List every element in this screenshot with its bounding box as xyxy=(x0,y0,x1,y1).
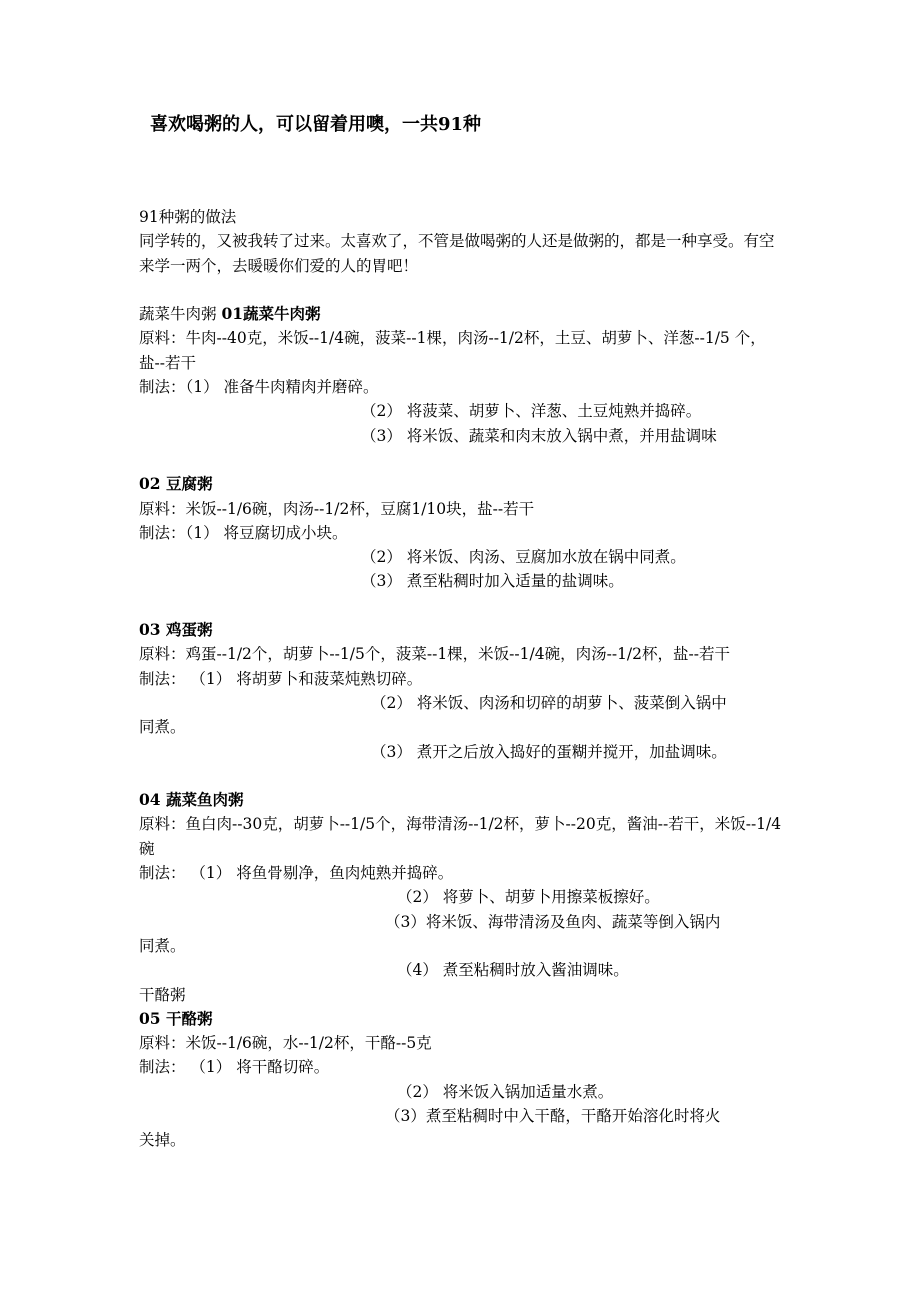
recipe-step-03-3: （3） 煮开之后放入捣好的蛋糊并搅开，加盐调味。 xyxy=(371,742,727,761)
recipe-ingredients-02: 原料：米饭--1/6碗，肉汤--1/2杯，豆腐1/10块，盐--若干 xyxy=(139,499,535,518)
recipe-step-04-1: 制法： （1） 将鱼骨剔净，鱼肉炖熟并捣碎。 xyxy=(139,864,454,883)
recipe-step-05-3b: 关掉。 xyxy=(139,1131,186,1150)
recipe-step-02-1: 制法：（1） 将豆腐切成小块。 xyxy=(139,523,348,542)
document-body xyxy=(139,205,784,1153)
recipe-step-04-4: （4） 煮至粘稠时放入酱油调味。 xyxy=(397,961,629,980)
recipe-title-02: 02 豆腐粥 xyxy=(139,474,213,494)
recipe-step-01-2: （2） 将菠菜、胡萝卜、洋葱、土豆炖熟并捣碎。 xyxy=(361,402,702,421)
recipe-step-05-2: （2） 将米饭入锅加适量水煮。 xyxy=(397,1082,614,1101)
recipe-step-02-3: （3） 煮至粘稠时加入适量的盐调味。 xyxy=(361,572,624,591)
recipe-title-03: 03 鸡蛋粥 xyxy=(139,620,213,640)
page-title: 喜欢喝粥的人，可以留着用噢，一共91种 xyxy=(150,114,482,135)
recipe-title-prefix: 蔬菜牛肉粥 xyxy=(139,305,222,324)
recipe-step-04-2: （2） 将萝卜、胡萝卜用擦菜板擦好。 xyxy=(397,888,660,907)
recipe-name: 01蔬菜牛肉粥 xyxy=(221,304,321,324)
recipe-step-05-1: 制法： （1） 将干酪切碎。 xyxy=(139,1058,330,1077)
recipe-step-03-2b: 同煮。 xyxy=(139,718,186,737)
recipe-ingredients-04: 原料：鱼白肉--30克，胡萝卜--1/5个，海带清汤--1/2杯，萝卜--20克，酱油--若干，米饭--1/4碗 xyxy=(139,815,782,858)
recipe-step-04-3: （3）将米饭、海带清汤及鱼肉、蔬菜等倒入锅内 xyxy=(385,912,721,931)
recipe-step-02-2: （2） 将米饭、肉汤、豆腐加水放在锅中同煮。 xyxy=(361,548,686,567)
recipe-title-01 xyxy=(139,302,784,326)
recipe-title-04: 04 蔬菜鱼肉粥 xyxy=(139,790,244,810)
recipe-title-prefix-05: 干酪粥 xyxy=(139,985,186,1004)
recipe-step-03-1: 制法： （1） 将胡萝卜和菠菜炖熟切碎。 xyxy=(139,669,423,688)
recipe-step-03-2: （2） 将米饭、肉汤和切碎的胡萝卜、菠菜倒入锅中 xyxy=(371,693,727,712)
recipe-step-01-3: （3） 将米饭、蔬菜和肉末放入锅中煮，并用盐调味 xyxy=(361,426,717,445)
recipe-ingredients-03: 原料：鸡蛋--1/2个，胡萝卜--1/5个，菠菜--1棵，米饭--1/4碗，肉汤--1/2杯，盐--若干 xyxy=(139,645,730,664)
recipe-title-05: 05 干酪粥 xyxy=(139,1008,213,1028)
intro-text: 同学转的，又被我转了过来。太喜欢了，不管是做喝粥的人还是做粥的，都是一种享受。有空来学一两个，去暖暖你们爱的人的胃吧！ xyxy=(139,232,775,275)
recipe-step-05-3: （3）煮至粘稠时中入干酪，干酪开始溶化时将火 xyxy=(385,1106,721,1125)
recipe-ingredients-05: 原料：米饭--1/6碗，水--1/2杯，干酪--5克 xyxy=(139,1034,432,1053)
recipe-step-04-3b: 同煮。 xyxy=(139,936,186,955)
recipe-ingredients-01: 原料：牛肉--40克，米饭--1/4碗，菠菜--1棵，肉汤--1/2杯，土豆、胡萝卜、洋葱--1/5 个，盐--若干 xyxy=(139,329,766,372)
recipe-step-01-1: 制法：（1） 准备牛肉精肉并磨碎。 xyxy=(139,378,379,397)
intro-heading: 91种粥的做法 xyxy=(139,208,237,226)
